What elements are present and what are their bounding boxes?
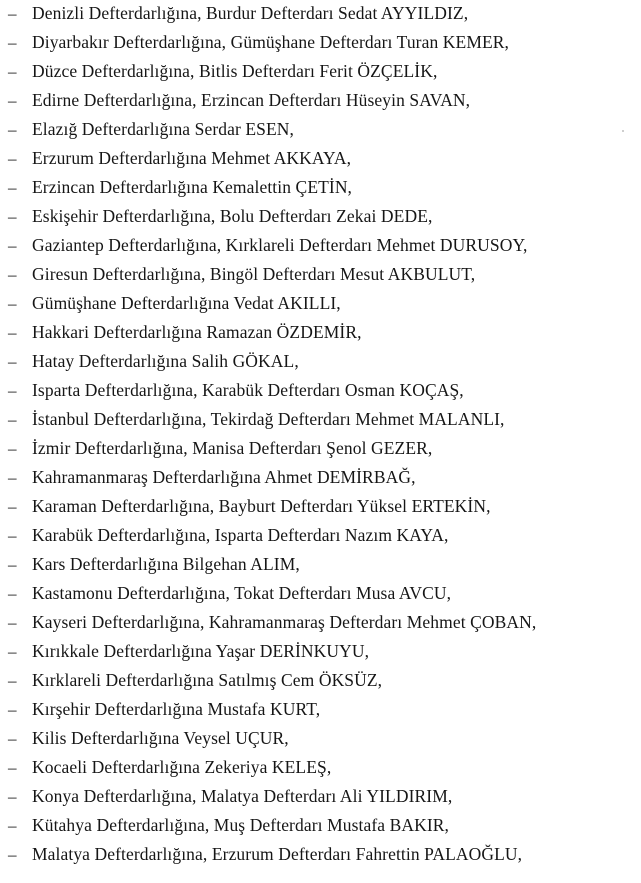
- entry-text: Edirne Defterdarlığına, Erzincan Defterdarı Hüseyin SAVAN,: [32, 90, 471, 110]
- list-item: [8, 467, 633, 496]
- list-item: [8, 3, 633, 32]
- list-dash: –: [8, 410, 17, 429]
- list-dash: –: [8, 439, 17, 458]
- list-dash: –: [8, 265, 17, 284]
- list-item: [8, 641, 633, 670]
- entry-text: Kırklareli Defterdarlığına Satılmış Cem ÖKSÜZ,: [32, 670, 383, 690]
- appointment-list: [8, 3, 633, 873]
- entry-text: Kütahya Defterdarlığına, Muş Defterdarı Mustafa BAKIR,: [32, 815, 450, 835]
- list-dash: –: [8, 613, 17, 632]
- list-item: [8, 496, 633, 525]
- list-dash: –: [8, 497, 17, 516]
- list-item: [8, 177, 633, 206]
- list-dash: –: [8, 555, 17, 574]
- list-item: [8, 583, 633, 612]
- list-item: [8, 90, 633, 119]
- entry-text: Gaziantep Defterdarlığına, Kırklareli Defterdarı Mehmet DURUSOY,: [32, 235, 528, 255]
- list-item: [8, 351, 633, 380]
- entry-text: Kırşehir Defterdarlığına Mustafa KURT,: [32, 699, 321, 719]
- entry-text: Karabük Defterdarlığına, Isparta Defterdarı Nazım KAYA,: [32, 525, 449, 545]
- entry-text: Karaman Defterdarlığına, Bayburt Defterdarı Yüksel ERTEKİN,: [32, 496, 491, 516]
- entry-text: Erzincan Defterdarlığına Kemalettin ÇETİN,: [32, 177, 353, 197]
- entry-text: İstanbul Defterdarlığına, Tekirdağ Defterdarı Mehmet MALANLI,: [32, 409, 505, 429]
- list-item: [8, 380, 633, 409]
- list-item: [8, 844, 633, 873]
- list-item: [8, 235, 633, 264]
- entry-text: İzmir Defterdarlığına, Manisa Defterdarı Şenol GEZER,: [32, 438, 433, 458]
- list-dash: –: [8, 584, 17, 603]
- entry-text: Giresun Defterdarlığına, Bingöl Defterdarı Mesut AKBULUT,: [32, 264, 476, 284]
- list-item: [8, 119, 633, 148]
- list-dash: –: [8, 700, 17, 719]
- list-dash: –: [8, 671, 17, 690]
- list-dash: –: [8, 91, 17, 110]
- entry-text: Kırıkkale Defterdarlığına Yaşar DERİNKUYU,: [32, 641, 370, 661]
- list-item: [8, 525, 633, 554]
- list-dash: –: [8, 294, 17, 313]
- list-item: [8, 61, 633, 90]
- list-dash: –: [8, 33, 17, 52]
- list-item: [8, 293, 633, 322]
- entry-text: Hakkari Defterdarlığına Ramazan ÖZDEMİR,: [32, 322, 362, 342]
- list-dash: –: [8, 468, 17, 487]
- entry-text: Düzce Defterdarlığına, Bitlis Defterdarı Ferit ÖZÇELİK,: [32, 61, 438, 81]
- list-item: [8, 148, 633, 177]
- entry-text: Erzurum Defterdarlığına Mehmet AKKAYA,: [32, 148, 352, 168]
- entry-text: Isparta Defterdarlığına, Karabük Defterdarı Osman KOÇAŞ,: [32, 380, 464, 400]
- list-item: [8, 728, 633, 757]
- list-item: [8, 264, 633, 293]
- entry-text: Malatya Defterdarlığına, Erzurum Defterdarı Fahrettin PALAOĞLU,: [32, 844, 523, 864]
- list-dash: –: [8, 352, 17, 371]
- list-item: [8, 815, 633, 844]
- entry-text: Eskişehir Defterdarlığına, Bolu Defterdarı Zekai DEDE,: [32, 206, 433, 226]
- entry-text: Gümüşhane Defterdarlığına Vedat AKILLI,: [32, 293, 341, 313]
- list-item: [8, 409, 633, 438]
- list-item: [8, 699, 633, 728]
- list-dash: –: [8, 381, 17, 400]
- entry-text: Kahramanmaraş Defterdarlığına Ahmet DEMİRBAĞ,: [32, 467, 416, 487]
- entry-text: Diyarbakır Defterdarlığına, Gümüşhane Defterdarı Turan KEMER,: [32, 32, 510, 52]
- list-dash: –: [8, 323, 17, 342]
- entry-text: Kayseri Defterdarlığına, Kahramanmaraş Defterdarı Mehmet ÇOBAN,: [32, 612, 537, 632]
- list-dash: –: [8, 758, 17, 777]
- list-item: [8, 322, 633, 351]
- scan-speck: [622, 130, 624, 132]
- list-dash: –: [8, 149, 17, 168]
- list-dash: –: [8, 642, 17, 661]
- list-dash: –: [8, 207, 17, 226]
- entry-text: Kars Defterdarlığına Bilgehan ALIM,: [32, 554, 300, 574]
- entry-text: Konya Defterdarlığına, Malatya Defterdarı Ali YILDIRIM,: [32, 786, 453, 806]
- list-item: [8, 554, 633, 583]
- list-item: [8, 32, 633, 61]
- entry-text: Kilis Defterdarlığına Veysel UÇUR,: [32, 728, 289, 748]
- list-item: [8, 206, 633, 235]
- list-dash: –: [8, 178, 17, 197]
- list-dash: –: [8, 236, 17, 255]
- list-dash: –: [8, 787, 17, 806]
- entry-text: Kocaeli Defterdarlığına Zekeriya KELEŞ,: [32, 757, 332, 777]
- list-dash: –: [8, 845, 17, 864]
- list-dash: –: [8, 120, 17, 139]
- list-dash: –: [8, 526, 17, 545]
- list-item: [8, 438, 633, 467]
- list-dash: –: [8, 4, 17, 23]
- list-dash: –: [8, 62, 17, 81]
- entry-text: Hatay Defterdarlığına Salih GÖKAL,: [32, 351, 299, 371]
- list-item: [8, 757, 633, 786]
- list-dash: –: [8, 816, 17, 835]
- list-item: [8, 670, 633, 699]
- list-dash: –: [8, 729, 17, 748]
- entry-text: Kastamonu Defterdarlığına, Tokat Defterdarı Musa AVCU,: [32, 583, 452, 603]
- entry-text: Denizli Defterdarlığına, Burdur Defterdarı Sedat AYYILDIZ,: [32, 3, 469, 23]
- entry-text: Elazığ Defterdarlığına Serdar ESEN,: [32, 119, 295, 139]
- list-item: [8, 612, 633, 641]
- list-item: [8, 786, 633, 815]
